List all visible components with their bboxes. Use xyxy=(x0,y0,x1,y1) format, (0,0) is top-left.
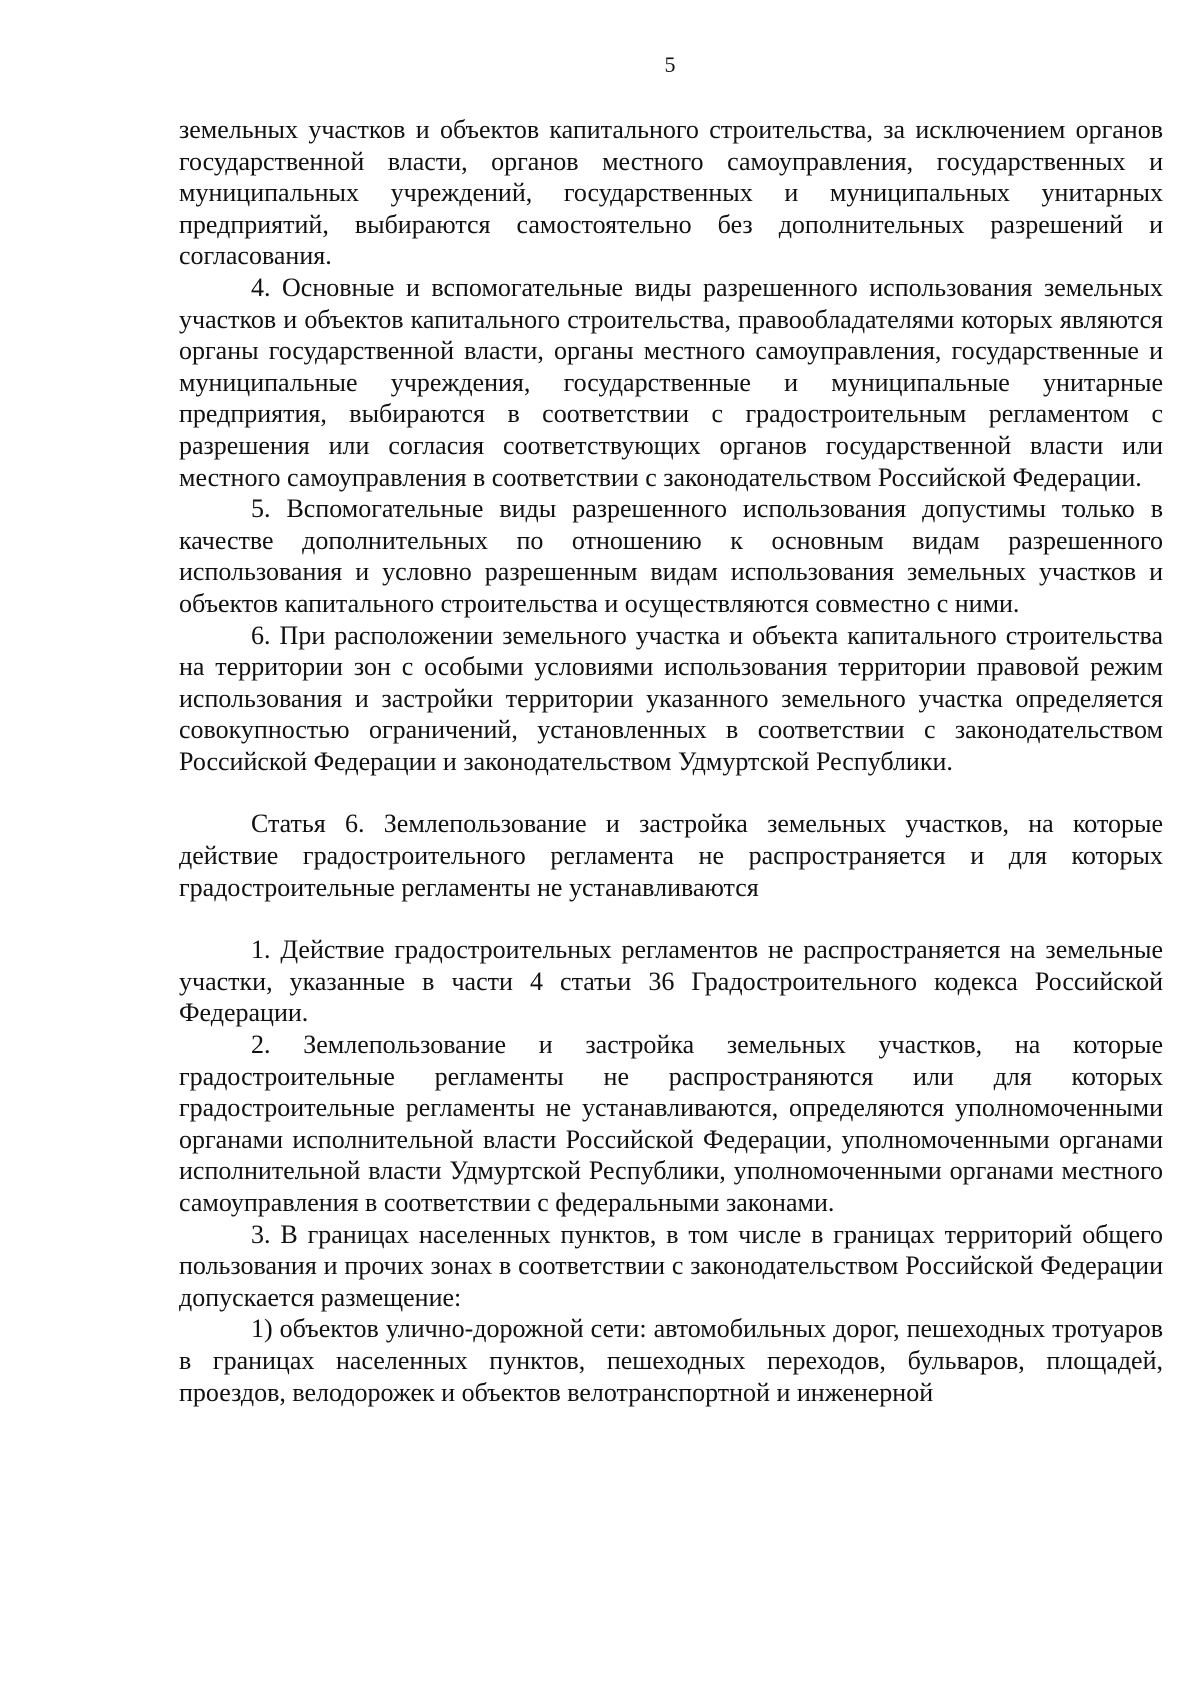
paragraph-item-4: 4. Основные и вспомогательные виды разрешенного использования земельных участков и объектов капитального строительства, правообладателями которых являются органы государственной власти, органы местного самоуправления, государственные и муниципальные учреждения, государственные и муниципальные унитарные предприятия, выбираются в соответствии с градостроительным регламентом с разрешения или согласия соответствующих органов государственной власти или местного самоуправления в соответствии с законодательством Российской Федерации. xyxy=(179,272,1163,492)
paragraph-subitem-1: 1) объектов улично-дорожной сети: автомобильных дорог, пешеходных тротуаров в границах населенных пунктов, пешеходных переходов, бульваров, площадей, проездов, велодорожек и объектов велотранспортной и инженерной xyxy=(179,1314,1163,1407)
page-number: 5 xyxy=(664,52,676,77)
paragraph-article6-item-2: 2. Землепользование и застройка земельных участков, на которые градостроительные регламенты не распространяются или для которых градостроительные регламенты не устанавливаются, определяются уполномоченными органами исполнительной власти Российской Федерации, уполномоченными органами исполнительной власти Удмуртской Республики, уполномоченными органами местного самоуправления в соответствии с федеральными законами. xyxy=(179,1030,1163,1217)
article-6-heading: Статья 6. Землепользование и застройка земельных участков, на которые действие градостроительного регламента не распространяется и для которых градостроительные регламенты не устанавливаются xyxy=(179,809,1163,902)
paragraph-item-6: 6. При расположении земельного участка и объекта капитального строительства на территории зон с особыми условиями использования территории правовой режим использования и застройки территории указанного земельного участка определяется совокупностью ограничений, установленных в соответствии с законодательством Российской Федерации и законодательством Удмуртской Республики. xyxy=(179,620,1163,776)
paragraph-item-5: 5. Вспомогательные виды разрешенного использования допустимы только в качестве дополнительных по отношению к основным видам разрешенного использования и условно разрешенным видам использования земельных участков и объектов капитального строительства и осуществляются совместно с ними. xyxy=(179,494,1163,618)
paragraph-article6-item-1: 1. Действие градостроительных регламентов не распространяется на земельные участки, указанные в части 4 статьи 36 Градостроительного кодекса Российской Федерации. xyxy=(179,935,1163,1028)
document-body xyxy=(179,114,1163,1408)
paragraph-article6-item-3: 3. В границах населенных пунктов, в том числе в границах территорий общего пользования и прочих зонах в соответствии с законодательством Российской Федерации допускается размещение: xyxy=(179,1219,1163,1312)
paragraph-continuation: земельных участков и объектов капитального строительства, за исключением органов государственной власти, органов местного самоуправления, государственных и муниципальных учреждений, государственных и муниципальных унитарных предприятий, выбираются самостоятельно без дополнительных разрешений и согласования. xyxy=(179,115,1163,271)
